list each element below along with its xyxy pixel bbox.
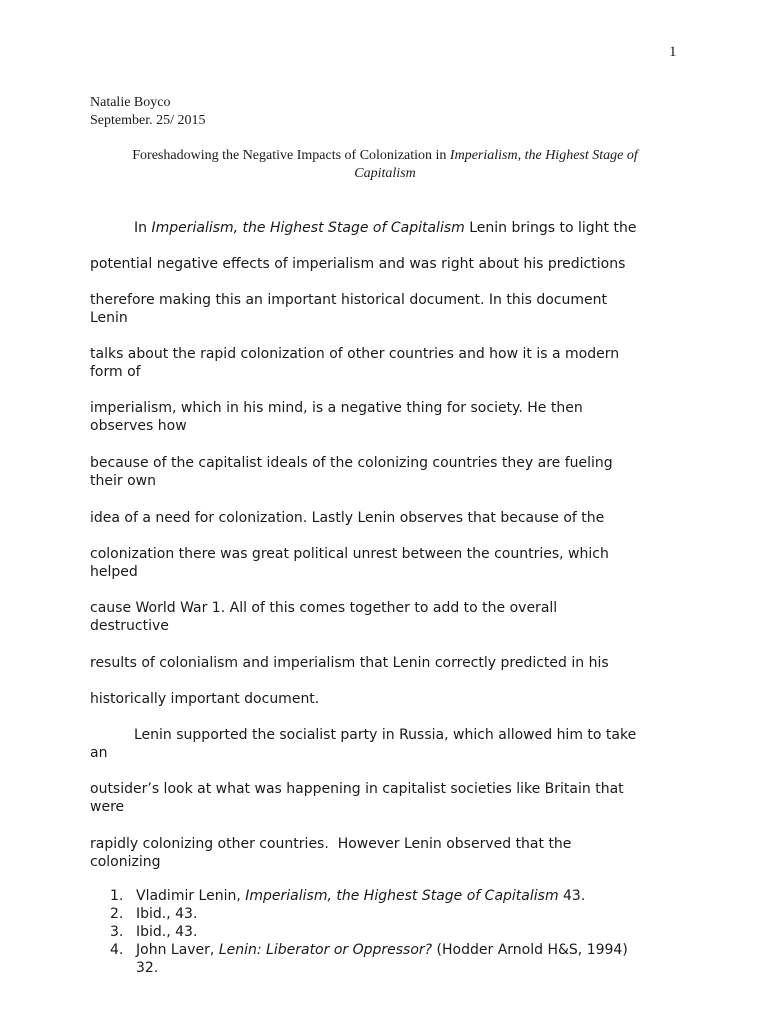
body-line-wrap: Lenin	[90, 310, 128, 326]
title-plain: Foreshadowing the Negative Impacts of Colonization in	[132, 148, 450, 163]
body-line-wrap: an	[90, 745, 108, 761]
body-line-wrap: destructive	[90, 618, 169, 634]
body-line: In Imperialism, the Highest Stage of Capitalism Lenin brings to light the	[134, 220, 637, 236]
body-line: outsider’s look at what was happening in capitalist societies like Britain that	[90, 781, 624, 797]
book-title: Imperialism, the Highest Stage of Capitalism	[151, 220, 465, 236]
body-line-wrap: were	[90, 799, 125, 815]
footnote-item: 4. John Laver, Lenin: Liberator or Oppressor? (Hodder Arnold H&S, 1994)	[110, 942, 628, 958]
document-title	[90, 147, 680, 183]
body-line: Lenin supported the socialist party in Russia, which allowed him to take	[134, 727, 637, 743]
body-line: historically important document.	[90, 691, 320, 707]
footnote-item: 1. Vladimir Lenin, Imperialism, the Highest Stage of Capitalism 43.	[110, 888, 586, 904]
title-italic-1: Imperialism, the Highest Stage of	[449, 148, 638, 163]
body-line: cause World War 1. All of this comes together to add to the overall	[90, 600, 558, 616]
title-italic-2: Capitalism	[354, 166, 416, 181]
footnote-item: 2. Ibid., 43.	[110, 906, 198, 922]
body-line: imperialism, which in his mind, is a negative thing for society. He then	[90, 400, 583, 416]
body-line: results of colonialism and imperialism that Lenin correctly predicted in his	[90, 655, 609, 671]
body-line-wrap: observes how	[90, 418, 187, 434]
body-line: colonization there was great political unrest between the countries, which	[90, 546, 609, 562]
footnote-item: 3. Ibid., 43.	[110, 924, 198, 940]
footnote-item-wrap: 32.	[136, 960, 159, 976]
document-date: September. 25/ 2015	[90, 113, 206, 128]
body-line: talks about the rapid colonization of other countries and how it is a modern	[90, 346, 620, 362]
body-line: potential negative effects of imperialism and was right about his predictions	[90, 256, 626, 272]
body-line: therefore making this an important historical document. In this document	[90, 292, 607, 308]
page-number: 1	[669, 44, 677, 60]
body-line: idea of a need for colonization. Lastly Lenin observes that because of the	[90, 510, 605, 526]
document-header	[90, 94, 206, 130]
body-line-wrap: helped	[90, 564, 138, 580]
body-line-wrap: form of	[90, 364, 141, 380]
body-line: rapidly colonizing other countries. However Lenin observed that the	[90, 836, 572, 852]
body-line-wrap: colonizing	[90, 854, 161, 870]
body-line-wrap: their own	[90, 473, 156, 489]
body-line: because of the capitalist ideals of the colonizing countries they are fueling	[90, 455, 613, 471]
author-name: Natalie Boyco	[90, 95, 171, 110]
